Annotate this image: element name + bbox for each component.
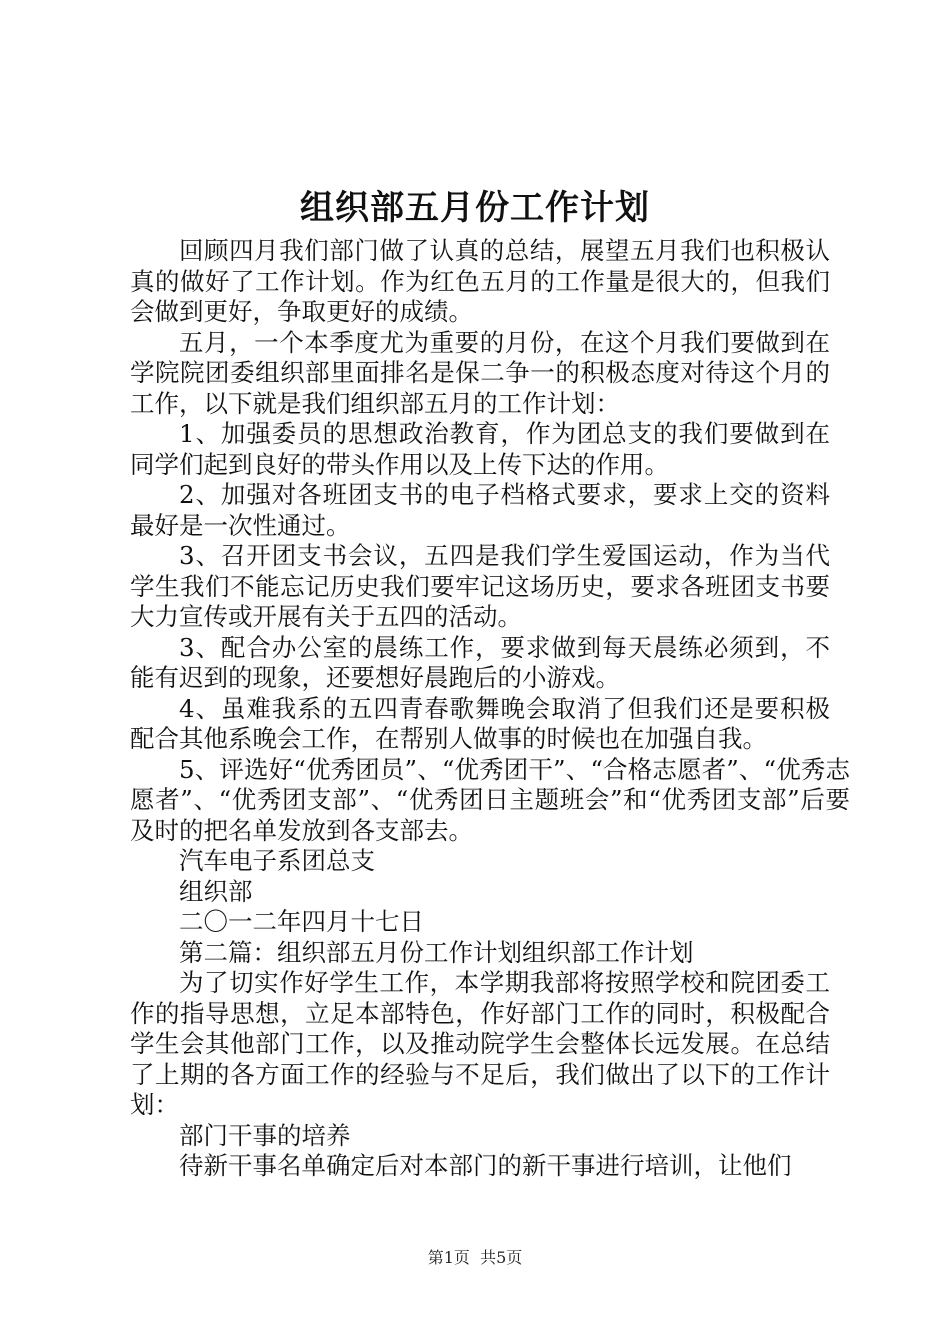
- footer-spacer: [470, 1248, 480, 1267]
- subsection-heading: 部门干事的培养: [179, 1120, 351, 1150]
- section-heading: 第二篇：组织部五月份工作计划组织部工作计划: [179, 937, 694, 967]
- paragraph-4: 2、加强对各班团支书的电子档格式要求，要求上交的资料最好是一次性通过。: [130, 480, 830, 540]
- paragraph-1: 回顾四月我们部门做了认真的总结，展望五月我们也积极认真的做好了工作计划。作为红色五月的工作量是很大的，但我们会做到更好，争取更好的成绩。: [130, 236, 830, 326]
- paragraph-7: 4、虽难我系的五四青春歌舞晚会取消了但我们还是要积极配合其他系晚会工作，在帮别人做事的时候也在加强自我。: [130, 693, 830, 753]
- signature-dept: 组织部: [179, 876, 253, 906]
- paragraph-8: 5、评选好“优秀团员”、“优秀团干”、“合格志愿者”、“优秀志愿者”、“优秀团支部”、“优秀团日主题班会”和“优秀团支部”后要及时的把名单发放到各支部去。: [130, 754, 850, 845]
- paragraph-5: 3、召开团支书会议，五四是我们学生爱国运动，作为当代学生我们不能忘记历史我们要牢记这场历史，要求各班团支书要大力宣传或开展有关于五四的活动。: [130, 541, 830, 631]
- page-title: 组织部五月份工作计划: [300, 188, 650, 228]
- paragraph-3: 1、加强委员的思想政治教育，作为团总支的我们要做到在同学们起到良好的带头作用以及上传下达的作用。: [130, 419, 830, 479]
- page-number: 第1页: [427, 1248, 470, 1267]
- paragraph-2: 五月，一个本季度尤为重要的月份，在这个月我们要做到在学院院团委组织部里面排名是保二争一的积极态度对待这个月的工作，以下就是我们组织部五月的工作计划：: [130, 327, 830, 418]
- document-body: [130, 236, 850, 1182]
- paragraph-10: 待新干事名单确定后对本部门的新干事进行培训，让他们: [179, 1151, 792, 1180]
- signature-org: 汽车电子系团总支: [179, 846, 375, 875]
- signature-date: 二〇一二年四月十七日: [179, 907, 424, 936]
- paragraph-9: 为了切实作好学生工作，本学期我部将按照学校和院团委工作的指导思想，立足本部特色，作好部门工作的同时，积极配合学生会其他部门工作，以及推动院学生会整体长远发展。在总结了上期的各方面工作的经验与不足后，我们做出了以下的工作计划：: [130, 968, 830, 1119]
- page-total: 共5页: [480, 1248, 523, 1267]
- page-footer: [0, 1248, 950, 1268]
- paragraph-6: 3、配合办公室的晨练工作，要求做到每天晨练必须到，不能有迟到的现象，还要想好晨跑后的小游戏。: [130, 632, 830, 692]
